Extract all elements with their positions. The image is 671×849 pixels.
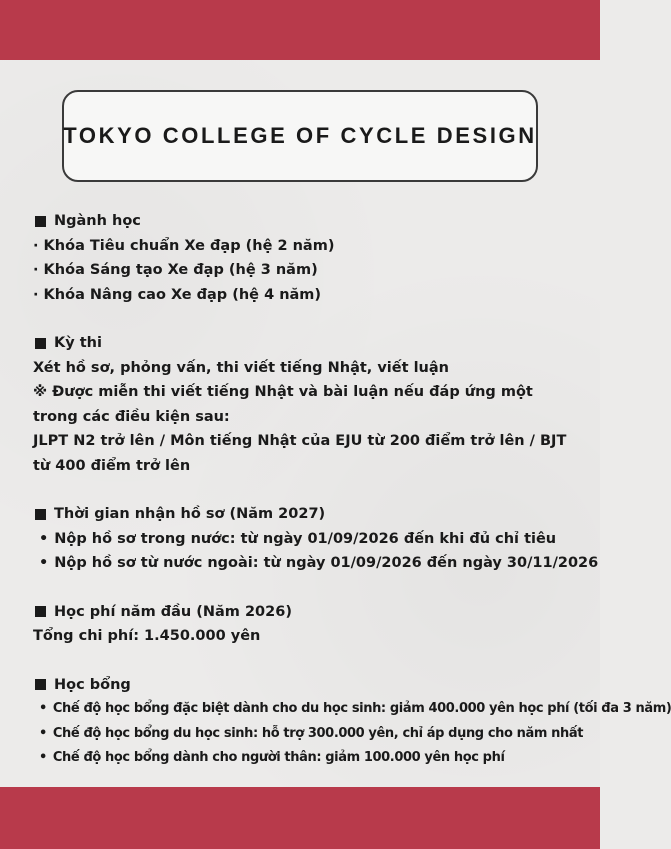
exam-exemption-note: ※ Được miễn thi viết tiếng Nhật và bài luận nếu đáp ứng một trong các điều kiện sau: xyxy=(33,384,533,425)
square-bullet-icon xyxy=(35,509,46,520)
dot-bullet-icon: • xyxy=(39,750,47,765)
scholarship-item xyxy=(33,746,573,771)
dot-bullet-icon: • xyxy=(39,725,47,741)
exam-section xyxy=(33,331,573,478)
application-item-text: Nộp hồ sơ từ nước ngoài: từ ngày 01/09/2026 đến ngày 30/11/2026 xyxy=(54,555,599,571)
exam-methods: Xét hồ sơ, phỏng vấn, thi viết tiếng Nhật, viết luận xyxy=(33,359,449,376)
square-bullet-icon xyxy=(35,216,46,227)
bottom-banner xyxy=(0,787,600,849)
application-item-text: Nộp hồ sơ trong nước: từ ngày 01/09/2026 đến khi đủ chỉ tiêu xyxy=(54,530,557,547)
page-title: TOKYO COLLEGE OF CYCLE DESIGN xyxy=(63,123,537,148)
scholarship-item xyxy=(33,722,584,747)
square-bullet-icon xyxy=(35,679,46,690)
scholarship-heading xyxy=(33,673,573,698)
exam-heading-text: Kỳ thi xyxy=(54,335,102,351)
scholarship-item-text: Chế độ học bổng du học sinh: hỗ trợ 300.000 yên, chỉ áp dụng cho năm nhất xyxy=(52,725,584,741)
dot-bullet-icon: • xyxy=(39,701,47,716)
tuition-total: Tổng chi phí: 1.450.000 yên xyxy=(33,628,261,644)
scholarship-section xyxy=(33,673,671,771)
square-bullet-icon xyxy=(35,338,46,349)
content xyxy=(33,209,671,795)
square-bullet-icon xyxy=(35,606,46,617)
scholarship-heading-text: Học bổng xyxy=(54,676,131,693)
application-heading xyxy=(33,502,573,527)
title-box xyxy=(62,90,538,182)
scholarship-item-text: Chế độ học bổng dành cho người thân: giảm 100.000 yên học phí xyxy=(52,750,505,765)
program-item: · Khóa Sáng tạo Xe đạp (hệ 3 năm) xyxy=(33,262,318,278)
programs-heading xyxy=(33,209,573,234)
programs-heading-text: Ngành học xyxy=(54,213,141,229)
scholarship-item-text: Chế độ học bổng đặc biệt dành cho du học sinh: giảm 400.000 yên học phí (tối đa 3 năm) xyxy=(52,701,671,716)
tuition-heading-text: Học phí năm đầu (Năm 2026) xyxy=(54,603,292,620)
program-item: · Khóa Tiêu chuẩn Xe đạp (hệ 2 năm) xyxy=(33,237,335,254)
programs-section xyxy=(33,209,573,307)
exam-heading xyxy=(33,331,573,356)
exam-exemption-conditions: JLPT N2 trở lên / Môn tiếng Nhật của EJU từ 200 điểm trở lên / BJT từ 400 điểm trở lên xyxy=(33,433,567,474)
application-section xyxy=(33,502,599,576)
application-item xyxy=(33,551,599,576)
scholarship-item xyxy=(33,697,671,722)
dot-bullet-icon: • xyxy=(39,530,49,547)
program-item: · Khóa Nâng cao Xe đạp (hệ 4 năm) xyxy=(33,286,322,303)
tuition-section xyxy=(33,600,573,649)
tuition-heading xyxy=(33,600,573,625)
top-banner xyxy=(0,0,600,60)
application-item xyxy=(33,527,573,552)
dot-bullet-icon: • xyxy=(39,555,49,571)
application-heading-text: Thời gian nhận hồ sơ (Năm 2027) xyxy=(54,506,326,522)
